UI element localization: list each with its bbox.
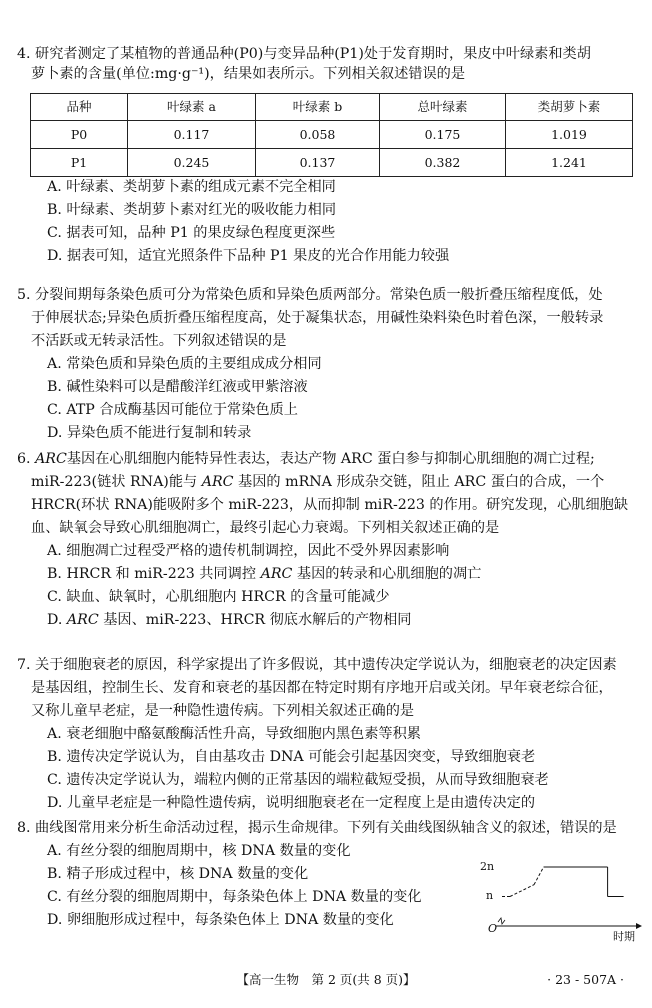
q4-option-a[interactable]: A. 叶绿素、类胡萝卜素的组成元素不完全相同 (47, 179, 336, 195)
axis-break-mark (498, 918, 505, 924)
question-4 (0, 44, 652, 84)
table-cell: 0.137 (256, 149, 380, 177)
table-row (31, 149, 633, 177)
q5-option-c[interactable]: C. ATP 合成酶基因可能位于常染色质上 (47, 402, 298, 418)
footer-page-info: 【高一生物 第 2 页(共 8 页)】 (236, 972, 416, 987)
table-row (31, 121, 633, 149)
footer-exam-code: · 23 - 507A · (547, 972, 624, 987)
table-cell: 1.241 (506, 149, 633, 177)
page-footer (0, 970, 652, 992)
q8-option-d[interactable]: D. 卵细胞形成过程中，每条染色体上 DNA 数量的变化 (47, 912, 394, 928)
q4-stem-line-1: 4. 研究者测定了某植物的普通品种(P0)与变异品种(P1)处于发育期时，果皮中叶绿素和类胡 (17, 46, 591, 62)
q7-option-c[interactable]: C. 遗传决定学说认为，端粒内侧的正常基因的端粒截短受损，从而导致细胞衰老 (47, 772, 549, 788)
q6-option-d[interactable] (0, 609, 652, 632)
question-5 (0, 284, 652, 445)
table-cell: P1 (31, 149, 128, 177)
q6-option-c[interactable]: C. 缺血、缺氧时，心肌细胞内 HRCR 的含量可能减少 (47, 589, 390, 605)
origin-label: O (488, 922, 498, 935)
table-cell: P0 (31, 121, 128, 149)
q6-option-b-text: B. HRCR 和 miR-223 共同调控 (47, 566, 257, 582)
q6-stem-line-2 (0, 471, 652, 494)
q7-option-a[interactable]: A. 衰老细胞中酪氨酸酶活性升高，导致细胞内黑色素等积累 (47, 726, 421, 742)
question-7 (0, 654, 652, 815)
q6-stem-line-1 (0, 448, 652, 471)
q6-option-d-text: 基因、miR-223、HRCR 彻底水解后的产物相同 (103, 612, 412, 628)
table-cell: 1.019 (506, 121, 633, 149)
q7-option-d[interactable]: D. 儿童早老症是一种隐性遗传病，说明细胞衰老在一定程度上是由遗传决定的 (47, 795, 536, 811)
q8-option-c[interactable]: C. 有丝分裂的细胞周期中，每条染色体上 DNA 数量的变化 (47, 889, 422, 905)
q6-stem-line-3: HRCR(环状 RNA)能吸附多个 miR-223，从而抑制 miR-223 的作用。研究发现，心肌细胞缺 (31, 497, 629, 513)
table-cell: 0.058 (256, 121, 380, 149)
q4-stem-line-2: 萝卜素的含量(单位:mg·g⁻¹)，结果如表所示。下列相关叙述错误的是 (31, 66, 466, 82)
table-cell: 0.382 (380, 149, 506, 177)
table-header-cell: 叶绿素 b (256, 94, 380, 121)
x-axis-label: 时期 (613, 930, 635, 942)
q6-option-a[interactable]: A. 细胞凋亡过程受严格的遗传机制调控，因此不受外界因素影响 (47, 543, 450, 559)
q4-option-d[interactable]: D. 据表可知，适宜光照条件下品种 P1 果皮的光合作用能力较强 (47, 248, 450, 264)
q6-option-d-text: D. (47, 612, 63, 628)
q7-option-b[interactable]: B. 遗传决定学说认为，自由基攻击 DNA 可能会引起基因突变，导致细胞衰老 (47, 749, 536, 765)
y-tick-label-n: n (486, 889, 494, 902)
table-header-cell: 类胡萝卜素 (506, 94, 633, 121)
q5-option-a[interactable]: A. 常染色质和异染色质的主要组成成分相同 (47, 356, 322, 372)
table-header-cell: 总叶绿素 (380, 94, 506, 121)
series-layer (502, 867, 624, 897)
q6-option-b[interactable] (0, 563, 652, 586)
question-6 (0, 448, 652, 632)
q6-stem-line-4: 血、缺氧会导致心肌细胞凋亡，最终引起心力衰竭。下列相关叙述正确的是 (31, 520, 500, 536)
table-cell: 0.175 (380, 121, 506, 149)
arc-gene-name: ARC (35, 451, 67, 467)
arc-gene-name: ARC (66, 612, 99, 628)
table-header-row (31, 94, 633, 121)
table-header-cell: 叶绿素 a (128, 94, 256, 121)
q5-stem-line-2: 于伸展状态;异染色质折叠压缩程度高，处于凝集状态，用碱性染料染色时着色深，一般转录 (31, 310, 604, 326)
q8-stem-line-1: 8. 曲线图常用来分析生命活动过程，揭示生命规律。下列有关曲线图纵轴含义的叙述，错误的是 (17, 820, 617, 836)
q6-stem-text: 基因在心肌细胞内能特异性表达，表达产物 ARC 蛋白参与抑制心肌细胞的凋亡过程; (66, 451, 595, 467)
q4-data-table (30, 93, 633, 177)
series-line-segment (534, 867, 544, 885)
q4-option-c[interactable]: C. 据表可知，品种 P1 的果皮绿色程度更深些 (47, 225, 336, 241)
arc-gene-name: ARC (201, 474, 234, 490)
q5-option-d[interactable]: D. 异染色质不能进行复制和转录 (47, 425, 252, 441)
q8-option-b[interactable]: B. 精子形成过程中，核 DNA 数量的变化 (47, 866, 309, 882)
q6-number: 6. (17, 451, 31, 467)
q7-stem-line-1: 7. 关于细胞衰老的原因，科学家提出了许多假说，其中遗传决定学说认为，细胞衰老的决定因素 (17, 657, 617, 673)
q6-option-b-text: 基因的转录和心肌细胞的凋亡 (296, 566, 482, 582)
table-header-cell: 品种 (31, 94, 128, 121)
q5-stem-line-1: 5. 分裂间期每条染色质可分为常染色质和异染色质两部分。常染色质一般折叠压缩程度低，处 (17, 287, 603, 303)
q5-stem-line-3: 不活跃或无转录活性。下列叙述错误的是 (31, 333, 287, 349)
q5-option-b[interactable]: B. 碱性染料可以是醋酸洋红液或甲紫溶液 (47, 379, 308, 395)
x-axis-arrow (636, 923, 642, 929)
dna-content-line-chart (476, 852, 646, 942)
y-tick-label-2n: 2n (480, 860, 495, 873)
q8-option-a[interactable]: A. 有丝分裂的细胞周期中，核 DNA 数量的变化 (47, 843, 351, 859)
series-line-segment (510, 885, 534, 897)
q6-stem-text: miR-223(链状 RNA)能与 (31, 474, 198, 490)
table-cell: 0.117 (128, 121, 256, 149)
q4-option-b[interactable]: B. 叶绿素、类胡萝卜素对红光的吸收能力相同 (47, 202, 337, 218)
table-cell: 0.245 (128, 149, 256, 177)
q4-options (0, 176, 652, 268)
q7-stem-line-2: 是基因组，控制生长、发育和衰老的基因都在特定时期有序地开启或关闭。早年衰老综合征， (31, 680, 613, 696)
q6-stem-text: 基因的 mRNA 形成杂交链，阻止 ARC 蛋白的合成，一个 (238, 474, 605, 490)
arc-gene-name: ARC (260, 566, 293, 582)
q7-stem-line-3: 又称儿童早老症，是一种隐性遗传病。下列相关叙述正确的是 (31, 703, 415, 719)
